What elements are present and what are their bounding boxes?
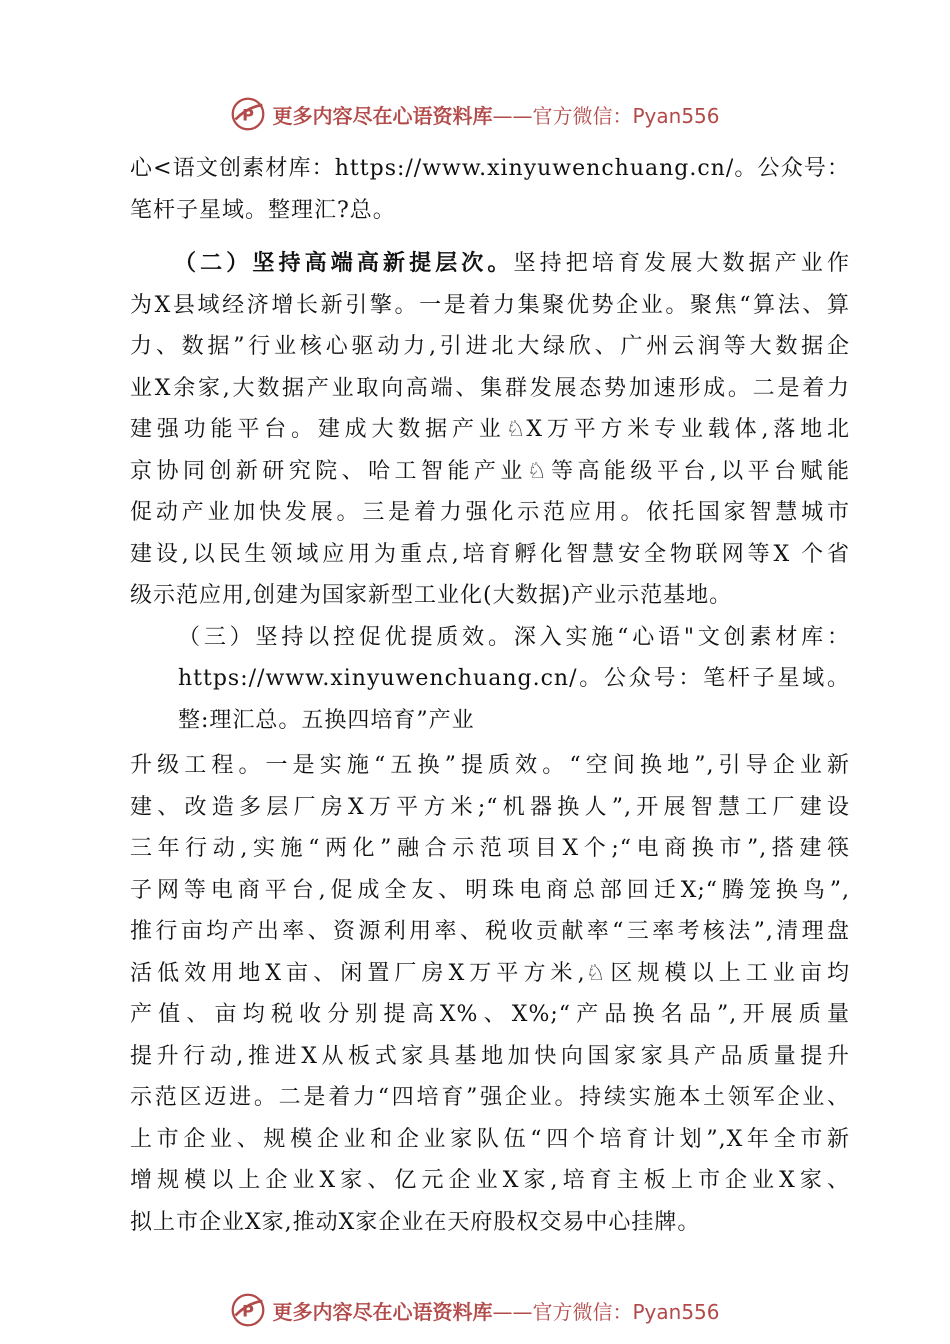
footer-banner bbox=[0, 1288, 950, 1332]
banner-dash: —— bbox=[492, 1299, 533, 1324]
banner-wechat-label: 官方微信： bbox=[532, 103, 633, 128]
text-line: 建强功能平台。建成大数据产业♘X万平方米专业载体,落地北 bbox=[130, 417, 850, 442]
text-line: 拟上市企业X家,推动X家企业在天府股权交易中心挂牌。 bbox=[130, 1209, 701, 1235]
banner-dash: —— bbox=[492, 103, 533, 128]
text-line: 活低效用地X亩、闲置厂房X万平方米,♘区规模以上工业亩均 bbox=[130, 960, 850, 986]
text-line: 促动产业加快发展。三是着力强化示范应用。依托国家智慧城市 bbox=[130, 500, 850, 525]
svg-text:P: P bbox=[242, 105, 255, 125]
paragraph-2 bbox=[130, 243, 850, 617]
brand-logo-icon bbox=[230, 96, 266, 132]
text-line: 三年行动,实施“两化”融合示范项目X个;“电商换市”,搭建筷 bbox=[130, 836, 850, 861]
text-line: 增规模以上企业X家、亿元企业X家,培育主板上市企业X家、 bbox=[130, 1168, 850, 1193]
text-line: 力、数据”行业核心驱动力,引进北大绿欣、广州云润等大数据企 bbox=[130, 334, 850, 359]
banner-wechat-label: 官方微信： bbox=[532, 1299, 633, 1324]
text-line: 上市企业、规模企业和企业家队伍“四个培育计划”,X年全市新 bbox=[130, 1126, 850, 1152]
banner-wechat-id: Pyan556 bbox=[632, 1299, 720, 1324]
text-line: 建设,以民生领域应用为重点,培育孵化智慧安全物联网等X 个省 bbox=[130, 541, 850, 567]
brand-logo-icon bbox=[230, 1292, 266, 1328]
banner-wechat-id: Pyan556 bbox=[632, 103, 720, 128]
section-heading-2: （二）坚持高端高新提层次。 bbox=[174, 250, 514, 276]
text-line: 示范区迈进。二是着力“四培育”强企业。持续实施本土领军企业、 bbox=[130, 1085, 850, 1110]
text-line: 子网等电商平台,促成全友、明珠电商总部回迁X;“腾笼换鸟”, bbox=[130, 877, 850, 903]
header-banner bbox=[0, 92, 950, 136]
banner-brand: 更多内容尽在心语资料库 bbox=[272, 1299, 493, 1324]
text-span: 坚持把培育发展大数据产业作 bbox=[513, 251, 850, 276]
text-line: 业X余家,大数据产业取向高端、集群发展态势加速形成。二是着力 bbox=[130, 375, 850, 401]
text-line: 提升行动,推进X从板式家具基地加快向国家家具产品质量提升 bbox=[130, 1043, 850, 1069]
paragraph-4 bbox=[130, 745, 850, 1243]
text-line: 升级工程。一是实施“五换”提质效。“空间换地”,引导企业新 bbox=[130, 753, 850, 778]
text-line: 产值、亩均税收分别提高X%、X%;“产品换名品”,开展质量 bbox=[130, 1002, 850, 1027]
section-heading-3: （三）坚持以控促优提质效。深入实施“心语"文创素材库： bbox=[178, 624, 850, 650]
banner-text bbox=[272, 1296, 719, 1325]
text-line: 笔杆子星域。整理汇?总。 bbox=[130, 197, 396, 223]
text-line: 建、改造多层厂房X万平方米;“机器换人”,开展智慧工厂建设 bbox=[130, 794, 850, 820]
text-line: 心<语文创素材库：https://www.xinyuwenchuang.cn/。公众号： bbox=[130, 156, 850, 181]
banner-brand: 更多内容尽在心语资料库 bbox=[272, 103, 493, 128]
svg-text:P: P bbox=[242, 1301, 255, 1321]
document-body bbox=[130, 148, 850, 1243]
text-line: 级示范应用,创建为国家新型工业化(大数据)产业示范基地。 bbox=[130, 583, 733, 608]
banner-text bbox=[272, 100, 719, 129]
text-line: 京协同创新研究院、哈工智能产业♘等高能级平台,以平台赋能 bbox=[130, 458, 850, 484]
text-line: 推行亩均产出率、资源利用率、税收贡献率“三率考核法”,清理盘 bbox=[130, 919, 850, 944]
text-line: 整:理汇总。五换四培育”产业 bbox=[178, 707, 475, 733]
text-line: https://www.xinyuwenchuang.cn/。公众号：笔杆子星域。 bbox=[178, 666, 850, 691]
paragraph-1 bbox=[130, 148, 850, 231]
paragraph-3 bbox=[130, 617, 850, 742]
text-line: 为X县域经济增长新引擎。一是着力集聚优势企业。聚焦“算法、算 bbox=[130, 292, 850, 318]
text-line bbox=[130, 243, 850, 285]
